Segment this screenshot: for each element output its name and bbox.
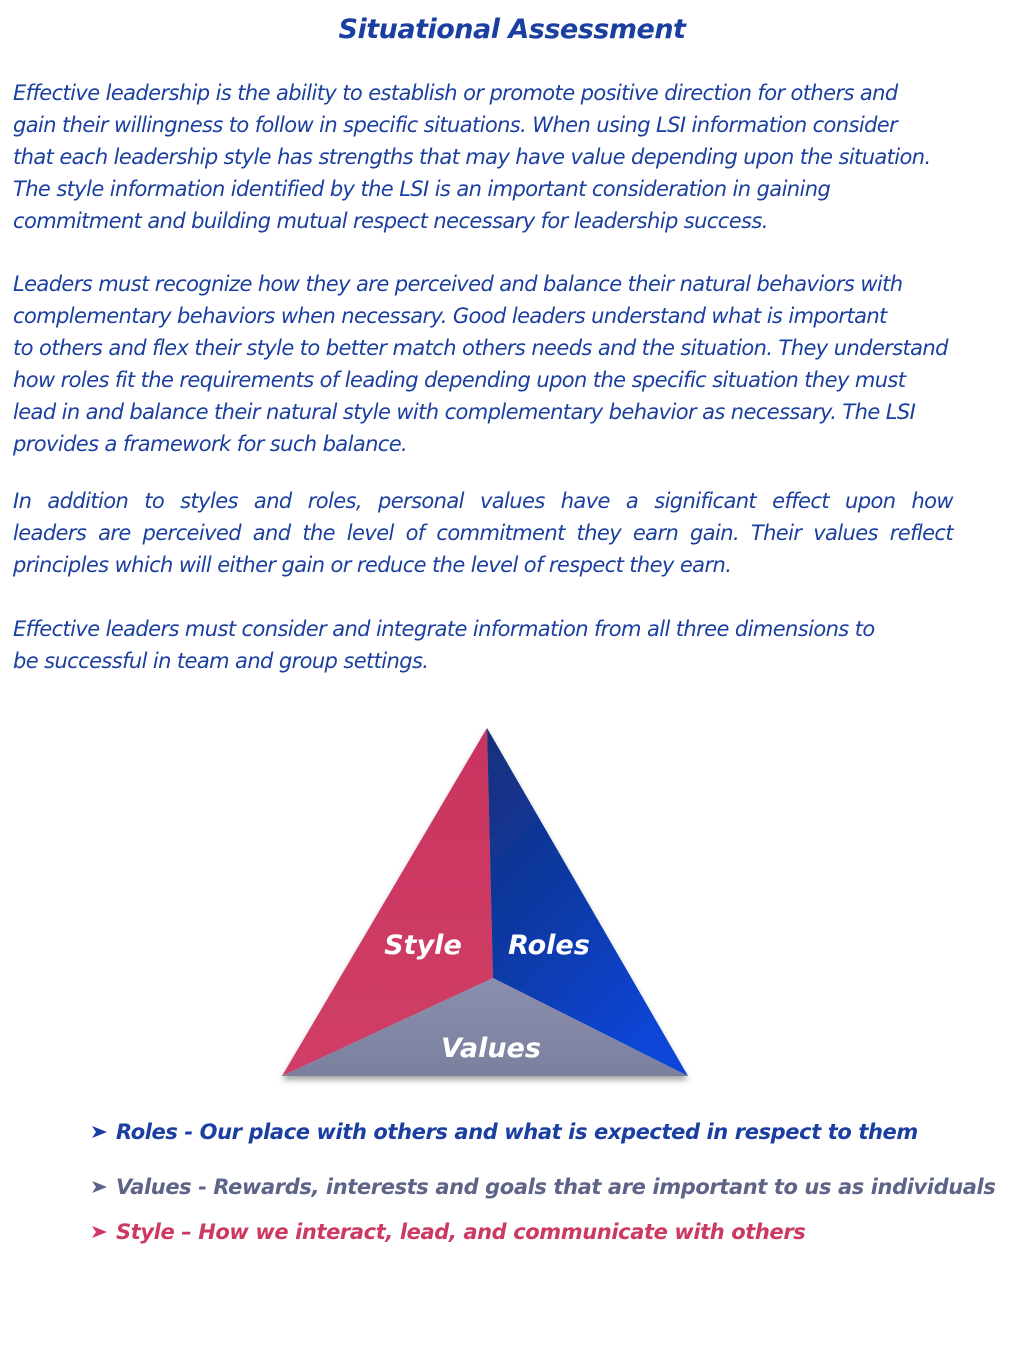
bullet-text: Style – How we interact, lead, and communicate with others (116, 1220, 806, 1244)
bullet-text: Roles - Our place with others and what is expected in respect to them (116, 1120, 918, 1144)
paragraph-three-dimensions (13, 613, 875, 677)
text-line: Leaders must recognize how they are perceived and balance their natural behaviors with (13, 272, 903, 296)
text-line: to others and flex their style to better match others needs and the situation. They understand (13, 336, 948, 360)
text-line: provides a framework for such balance. (13, 432, 408, 456)
bullet-text: Values - Rewards, interests and goals that are important to us as individuals (116, 1175, 996, 1199)
arrowhead-bullet-icon (90, 1224, 110, 1240)
text-line: The style information identified by the LSI is an important consideration in gaining (13, 177, 831, 201)
triangle-diagram (270, 720, 710, 1100)
text-line: how roles fit the requirements of leading depending upon the specific situation they must (13, 368, 906, 392)
dimension-definitions-list (90, 1114, 1010, 1250)
page-title: Situational Assessment (338, 14, 686, 45)
arrowhead-bullet-icon (90, 1124, 110, 1140)
text-line: gain their willingness to follow in specific situations. When using LSI information consider (13, 113, 898, 137)
list-item-values (90, 1162, 1010, 1212)
text-line: commitment and building mutual respect necessary for leadership success. (13, 209, 768, 233)
text-line: be successful in team and group settings. (13, 649, 429, 673)
text-line: Effective leaders must consider and integrate information from all three dimensions to (13, 617, 875, 641)
text-line: principles which will either gain or reduce the level of respect they earn. (13, 553, 732, 577)
values-label: Values (441, 1033, 541, 1064)
paragraph-effective-leadership (13, 77, 931, 237)
text-line: that each leadership style has strengths that may have value depending upon the situation. (13, 145, 931, 169)
list-item-style (90, 1214, 1010, 1250)
text-line: Effective leadership is the ability to establish or promote positive direction for others and (13, 81, 898, 105)
text-line: complementary behaviors when necessary. Good leaders understand what is important (13, 304, 887, 328)
paragraph-leaders-perception (13, 268, 948, 460)
list-item-roles (90, 1114, 1010, 1150)
arrowhead-bullet-icon (90, 1179, 110, 1195)
style-roles-values-triangle (270, 720, 710, 1100)
roles-label: Roles (508, 930, 590, 961)
text-line: lead in and balance their natural style with complementary behavior as necessary. The LSI (13, 400, 916, 424)
paragraph-personal-values (13, 485, 953, 581)
text-line: In addition to styles and roles, personal values have a significant effect upon how (13, 489, 953, 513)
style-label: Style (384, 930, 462, 961)
text-line: leaders are perceived and the level of commitment they earn gain. Their values reflect (13, 521, 953, 545)
